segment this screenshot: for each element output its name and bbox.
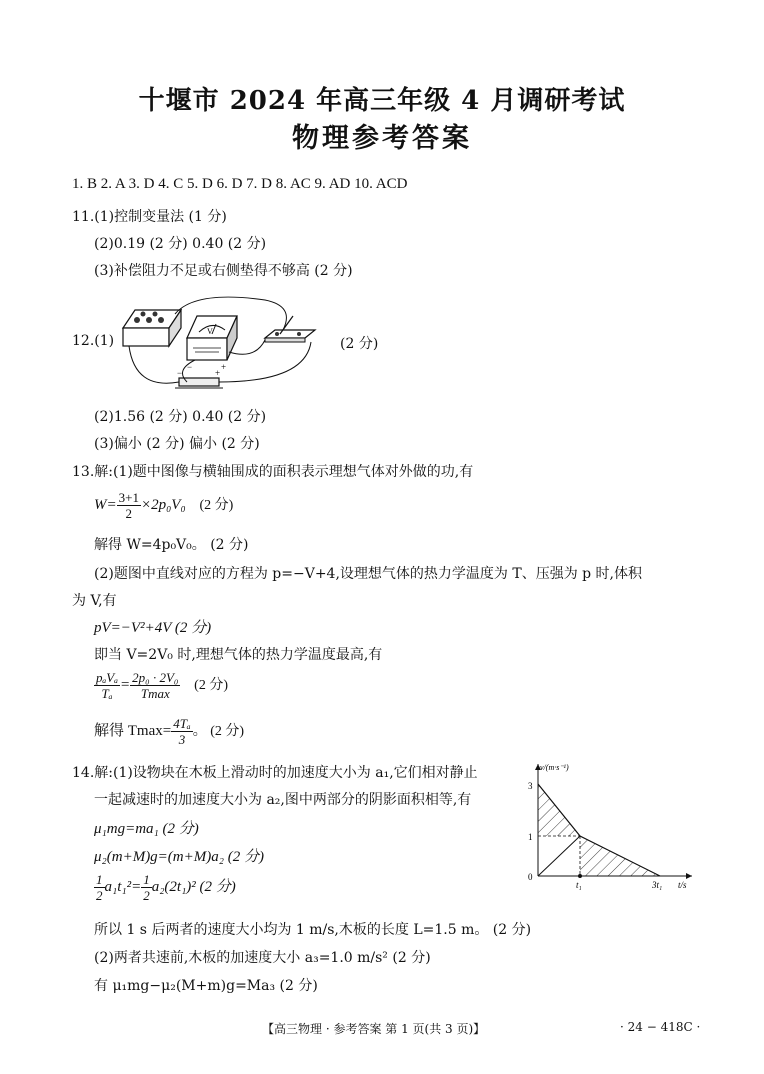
circuit-diagram <box>115 290 345 400</box>
footer-page-info: 【高三物理 · 参考答案 第 1 页(共 3 页)】 <box>262 1022 486 1036</box>
q13-result1: 解得 W=4p₀V₀。 (2 分) <box>94 537 249 553</box>
y-tick-3: 3 <box>528 781 533 791</box>
q11-part2: (2)0.19 (2 分) 0.40 (2 分) <box>94 236 267 252</box>
q13-part2-line1: (2)题图中直线对应的方程为 p=−V+4,设理想气体的热力学温度为 T、压强为 p 时,体积 <box>94 566 643 582</box>
voltmeter <box>187 316 237 372</box>
q13-result2: 解得 Tmax= $\frac{\text{4Tₐ}}{3}$ 。 (2 分) <box>94 716 245 747</box>
q11-part1: 11.(1)控制变量法 (1 分) <box>72 209 227 225</box>
x-tick-t1: t₁ <box>576 880 582 890</box>
q14-line5: 有 μ₁mg−μ₂(M+m)g=Ma₃ (2 分) <box>94 978 318 994</box>
vt-graph <box>522 758 702 894</box>
q14-line2: 一起减速时的加速度大小为 a₂,图中两部分的阴影面积相等,有 <box>94 792 472 808</box>
q12-part3: (3)偏小 (2 分) 偏小 (2 分) <box>94 436 260 452</box>
origin-label: 0 <box>528 872 533 882</box>
q14-line3: 所以 1 s 后两者的速度大小均为 1 m/s,木板的长度 L=1.5 m。 (2 分) <box>94 922 532 938</box>
q13-intro: 13.解:(1)题中图像与横轴围成的面积表示理想气体对外做的功,有 <box>72 464 474 480</box>
q13-eq1: W= $\frac{3+1}{2}$ ×2p₀V₀ (2 分) <box>94 490 234 521</box>
q14-line1: 14.解:(1)设物块在木板上滑动时的加速度大小为 a₁,它们相对静止 <box>72 765 478 781</box>
x-tick-3t1: 3t₁ <box>652 880 663 890</box>
voltmeter-plus: + <box>221 362 227 372</box>
q14-eq3: $\frac{1}{2}$ a₁t₁²= $\frac{1}{2}$ a₂(2t₁)² (2 分) <box>96 872 236 903</box>
page-subtitle: 物理参考答案 <box>292 123 472 154</box>
q14-eq2: μ₂(m+M)g=(m+M)a₂ (2 分) <box>94 849 264 865</box>
q13-when: 即当 V=2V₀ 时,理想气体的热力学温度最高,有 <box>94 647 383 663</box>
cell-plus: + <box>215 368 221 378</box>
q12-part2: (2)1.56 (2 分) 0.40 (2 分) <box>94 409 267 425</box>
page-title: 十堰市 2024 年高三年级 4 月调研考试 <box>138 86 626 116</box>
cell-minus: − <box>177 368 183 378</box>
footer-code: · 24 − 418C · <box>620 1020 701 1034</box>
y-axis-label: v/(m·s⁻¹) <box>540 763 569 772</box>
q14-eq1: μ₁mg=ma₁ (2 分) <box>94 821 199 837</box>
x-axis-label: t/s <box>678 880 687 890</box>
q13-eq2: pV=−V²+4V (2 分) <box>94 620 212 636</box>
q12-part1-label: 12.(1) <box>72 333 115 349</box>
voltmeter-minus: − <box>187 362 193 372</box>
q13-eq3: $\frac{\text{pₐVₐ}}{\text{Tₐ}}$ = $\frac{\text{2p₀ · 2V₀}}{Tmax}$ (2 分) <box>96 670 228 701</box>
q14-line4: (2)两者共速前,木板的加速度大小 a₃=1.0 m/s² (2 分) <box>94 950 431 966</box>
battery-cell <box>175 368 223 388</box>
block-velocity-line <box>538 836 580 876</box>
switch <box>265 316 315 342</box>
y-tick-1: 1 <box>528 832 533 842</box>
q12-part1-score: (2 分) <box>340 336 379 352</box>
q13-part2-line2: 为 V,有 <box>72 593 117 609</box>
voltmeter-label: V <box>207 327 213 336</box>
battery-box <box>123 310 181 346</box>
mc-answers: 1. B 2. A 3. D 4. C 5. D 6. D 7. D 8. AC 9. AD 10. ACD <box>72 176 408 192</box>
q11-part3: (3)补偿阻力不足或右侧垫得不够高 (2 分) <box>94 263 353 279</box>
